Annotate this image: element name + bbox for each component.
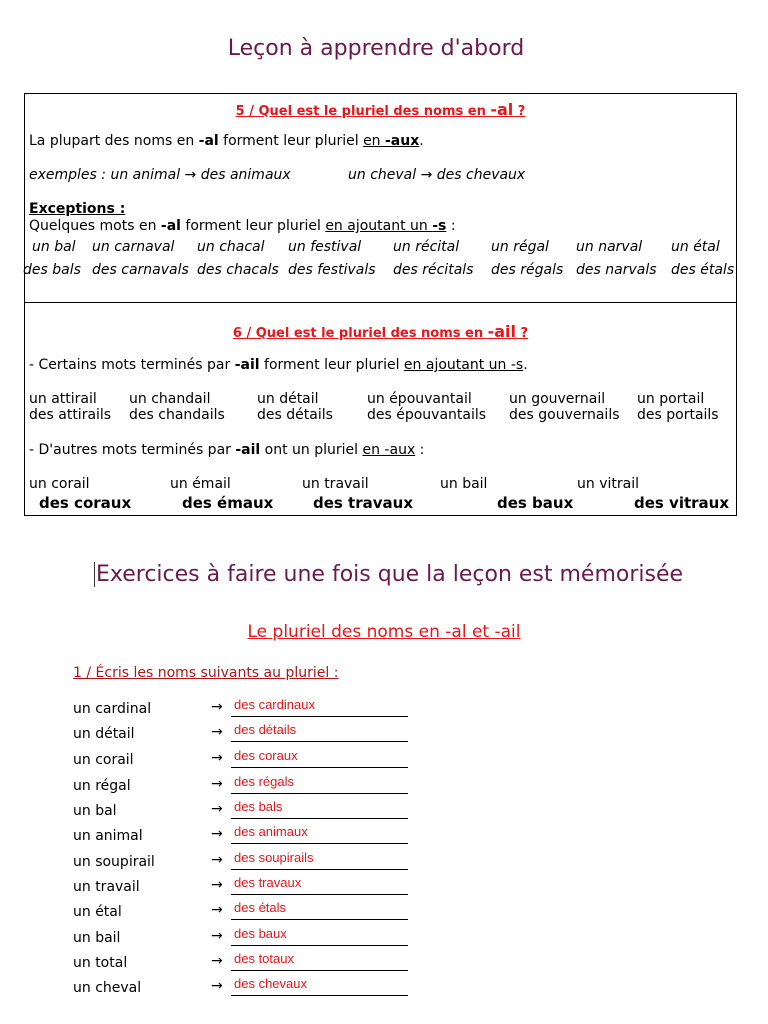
list-item: des baux <box>497 494 574 512</box>
exceptions-end: : <box>446 218 456 234</box>
list-item: des vitraux <box>634 494 730 512</box>
exceptions-bold: -al <box>160 218 181 234</box>
arrow-icon: → <box>211 724 223 740</box>
arrow-icon: → <box>211 978 223 994</box>
list-item: des chacals <box>197 262 279 278</box>
rule-underlined: en <box>363 133 385 149</box>
list-item: des épouvantails <box>367 407 487 423</box>
list-item: des émaux <box>182 494 274 512</box>
section6-rule-1 <box>29 357 528 373</box>
answer-field[interactable] <box>231 976 408 996</box>
exercise-row <box>73 875 413 900</box>
answer-text: des totaux <box>234 951 294 966</box>
rule-underlined: en -aux <box>362 442 416 458</box>
exercise-word: un régal <box>73 778 131 794</box>
exceptions-label: Exceptions : <box>29 201 126 217</box>
list-item: des travaux <box>313 494 414 512</box>
exercise-row <box>73 799 413 824</box>
rule-bold: -ail <box>235 442 261 458</box>
list-item: un carnaval <box>92 239 175 255</box>
exceptions-text-mid: forment leur pluriel <box>180 218 326 234</box>
list-item: des gouvernails <box>509 407 620 423</box>
exercise-word: un cardinal <box>73 701 152 717</box>
rule-text-mid: ont un pluriel <box>260 442 363 458</box>
exceptions-text: Quelques mots en <box>29 218 161 234</box>
rule-underlined-bold: -aux <box>385 133 420 149</box>
answer-field[interactable] <box>231 850 408 870</box>
rule-text-mid: forment leur pluriel <box>218 133 364 149</box>
section6-heading-text: 6 / Quel est le pluriel des noms en <box>232 326 488 341</box>
arrow-icon: → <box>211 877 223 893</box>
answer-field[interactable] <box>231 926 408 946</box>
exercise-word: un cheval <box>73 980 142 996</box>
exercise-row <box>73 824 413 849</box>
list-item: un narval <box>576 239 643 255</box>
section5-heading-text: 5 / Quel est le pluriel des noms en <box>235 104 491 119</box>
exercise-word: un travail <box>73 879 140 895</box>
list-item: un portail <box>637 391 705 407</box>
exceptions-rule <box>29 218 456 234</box>
answer-text: des soupirails <box>234 850 314 865</box>
answer-text: des travaux <box>234 875 302 890</box>
list-item: un bail <box>440 476 488 492</box>
list-item: des étals <box>671 262 735 278</box>
exceptions-singular-row <box>25 239 736 257</box>
group2-singular-row <box>25 476 736 494</box>
list-item: des attirails <box>29 407 112 423</box>
section6-heading-end: ? <box>516 326 529 341</box>
answer-text: des bals <box>234 799 283 814</box>
arrow-icon: → <box>211 801 223 817</box>
list-item: un vitrail <box>577 476 639 492</box>
answer-text: des étals <box>234 900 287 915</box>
rule-text-mid: forment leur pluriel <box>259 357 404 373</box>
exercise-row <box>73 850 413 875</box>
exercise-word: un bail <box>73 930 121 946</box>
arrow-icon: → <box>211 776 223 792</box>
answer-text: des régals <box>234 774 294 789</box>
rule-text: - D'autres mots terminés par <box>29 442 236 458</box>
section5-rule <box>29 133 424 149</box>
exercise-row <box>73 697 413 722</box>
list-item: des régals <box>491 262 564 278</box>
list-item: un détail <box>257 391 319 407</box>
arrow-icon: → <box>211 928 223 944</box>
rule-end: : <box>415 442 425 458</box>
answer-text: des cardinaux <box>234 697 315 712</box>
list-item: un émail <box>170 476 231 492</box>
exercises-subtitle: Le pluriel des noms en -al et -ail <box>247 622 521 642</box>
list-item: des détails <box>257 407 333 423</box>
exercise1-heading: 1 / Écris les noms suivants au pluriel : <box>73 665 339 681</box>
exceptions-plural-row <box>25 262 736 280</box>
exercise-word: un détail <box>73 726 135 742</box>
list-item: des bals <box>23 262 81 278</box>
section-divider <box>25 302 736 303</box>
answer-field[interactable] <box>231 748 408 768</box>
answer-text: des baux <box>234 926 287 941</box>
rule-underlined: en ajoutant un -s <box>403 357 524 373</box>
exercise-row <box>73 722 413 747</box>
exercise-row <box>73 976 413 1001</box>
list-item: un gouvernail <box>509 391 606 407</box>
exercise-row <box>73 951 413 976</box>
list-item: des portails <box>637 407 719 423</box>
list-item: un chacal <box>197 239 265 255</box>
group1-plural-row <box>25 407 736 425</box>
list-item: des récitals <box>393 262 474 278</box>
answer-text: des chevaux <box>234 976 307 991</box>
exercise-row <box>73 774 413 799</box>
exercise-word: un total <box>73 955 128 971</box>
section5-heading <box>25 100 736 119</box>
answer-text: des détails <box>234 722 297 737</box>
exercise-word: un animal <box>73 828 143 844</box>
list-item: des festivals <box>288 262 376 278</box>
rule-text: - Certains mots terminés par <box>29 357 235 373</box>
section5-example-1: exemples : un animal → des animaux <box>29 167 291 183</box>
list-item: des narvals <box>576 262 657 278</box>
arrow-icon: → <box>211 750 223 766</box>
list-item: un récital <box>393 239 460 255</box>
rule-bold: -ail <box>234 357 260 373</box>
exceptions-underlined-bold: -s <box>432 218 447 234</box>
answer-field[interactable] <box>231 722 408 742</box>
answer-text: des coraux <box>234 748 298 763</box>
list-item: des coraux <box>39 494 132 512</box>
list-item: un corail <box>29 476 90 492</box>
list-item: un attirail <box>29 391 97 407</box>
rule-bold: -al <box>198 133 219 149</box>
answer-field[interactable] <box>231 697 408 717</box>
answer-field[interactable] <box>231 875 408 895</box>
exercise-word: un bal <box>73 803 117 819</box>
arrow-icon: → <box>211 953 223 969</box>
list-item: un travail <box>302 476 369 492</box>
group2-plural-row <box>25 494 736 514</box>
answer-text: des animaux <box>234 824 308 839</box>
exercises-title: Exercices à faire une fois que la leçon est mémorisée <box>96 562 684 587</box>
list-item: des chandails <box>129 407 225 423</box>
exceptions-underlined: en ajoutant un <box>325 218 433 234</box>
answer-field[interactable] <box>231 951 408 971</box>
section5-heading-suffix: -al <box>490 100 514 119</box>
arrow-icon: → <box>211 826 223 842</box>
rule-text: La plupart des noms en <box>29 133 199 149</box>
rule-end: . <box>523 357 528 373</box>
arrow-icon: → <box>211 902 223 918</box>
answer-field[interactable] <box>231 900 408 920</box>
section5-example-2: un cheval → des chevaux <box>348 167 526 183</box>
lesson-title: Leçon à apprendre d'abord <box>227 36 525 61</box>
list-item: un étal <box>671 239 720 255</box>
list-item: un épouvantail <box>367 391 472 407</box>
list-item: un chandail <box>129 391 211 407</box>
list-item: des carnavals <box>92 262 189 278</box>
answer-field[interactable] <box>231 799 408 819</box>
exercise-word: un étal <box>73 904 122 920</box>
answer-field[interactable] <box>231 774 408 794</box>
list-item: un régal <box>491 239 549 255</box>
arrow-icon: → <box>211 699 223 715</box>
section6-heading <box>25 322 736 341</box>
exercise-row <box>73 926 413 951</box>
list-item: un festival <box>288 239 362 255</box>
exercise-row <box>73 748 413 773</box>
arrow-icon: → <box>211 852 223 868</box>
exercise-row <box>73 900 413 925</box>
list-item: un bal <box>32 239 76 255</box>
section6-rule-2 <box>29 442 424 458</box>
answer-field[interactable] <box>231 824 408 844</box>
section5-heading-end: ? <box>513 104 526 119</box>
exercise-word: un soupirail <box>73 854 155 870</box>
lesson-box <box>24 93 737 516</box>
exercise-word: un corail <box>73 752 134 768</box>
rule-end: . <box>419 133 424 149</box>
section6-heading-suffix: -ail <box>487 322 517 341</box>
